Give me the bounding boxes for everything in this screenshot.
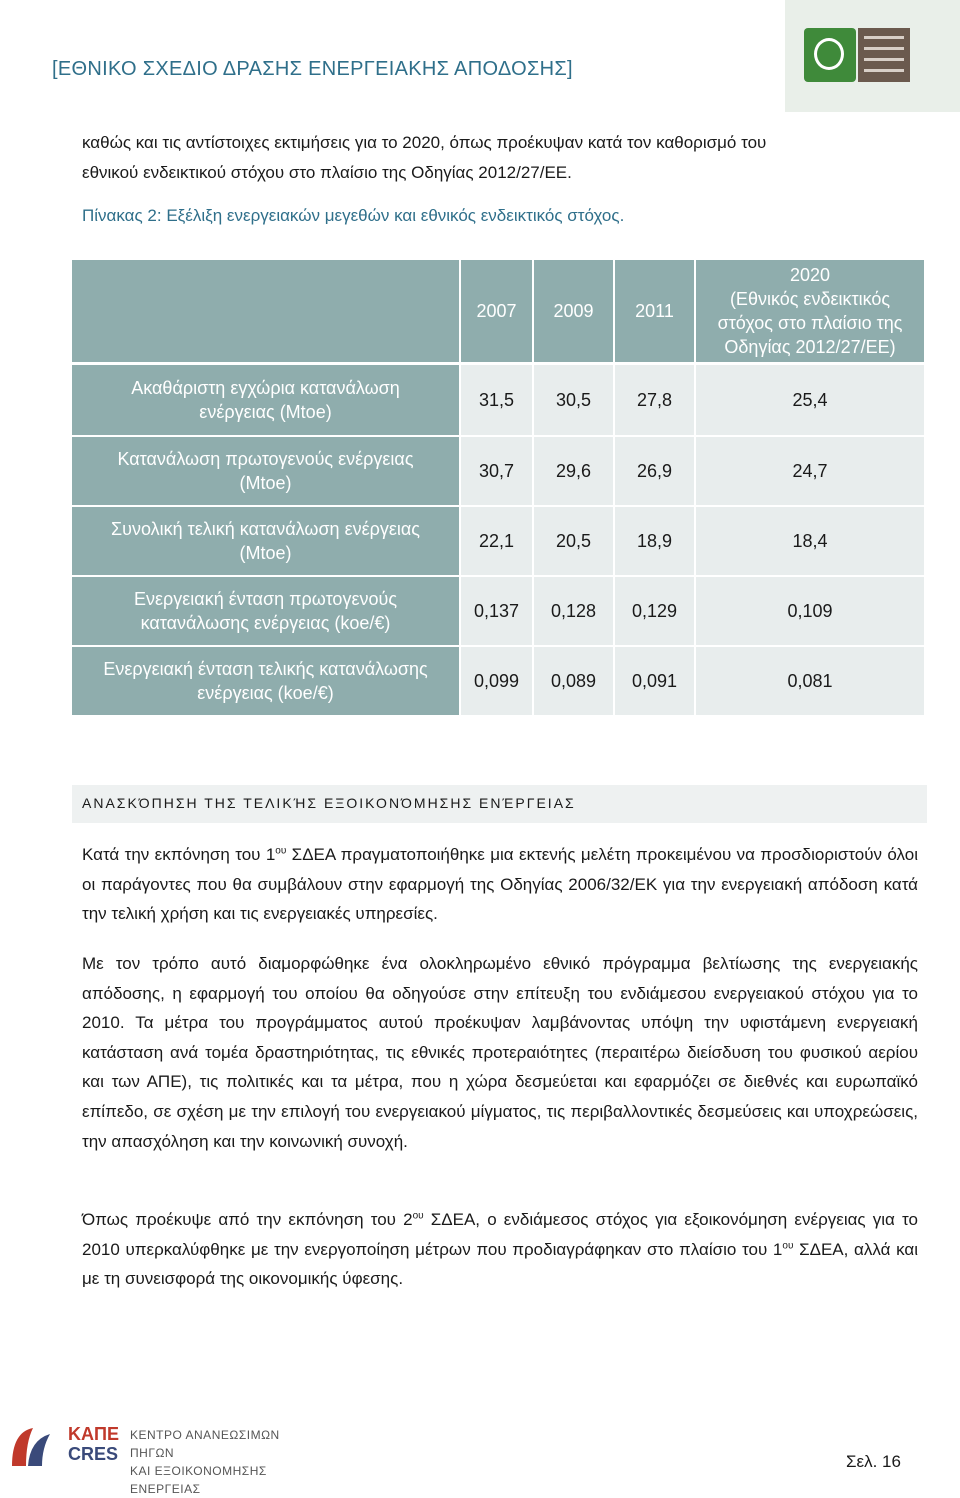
intro-paragraph <box>82 128 918 187</box>
row-label-line: ενέργειας (koe/€) <box>197 683 334 703</box>
table-cell: 24,7 <box>696 437 924 505</box>
table-cell: 0,109 <box>696 577 924 645</box>
header-2020-line-1: 2020 <box>789 265 831 285</box>
table-cell: 0,128 <box>534 577 613 645</box>
cres-logo <box>8 1418 308 1496</box>
header-2020-line-3: στόχος στο πλαίσιο της <box>717 313 903 333</box>
table-cell: 18,9 <box>615 507 694 575</box>
header-title: [ΕΘΝΙΚΟ ΣΧΕΔΙΟ ΔΡΑΣΗΣ ΕΝΕΡΓΕΙΑΚΗΣ ΑΠΟΔΟΣΗΣ] <box>52 58 573 80</box>
row-label-line: Ενεργειακή ένταση πρωτογενούς <box>134 589 397 609</box>
table-header-2009: 2009 <box>534 260 613 362</box>
p3-text-a: Όπως προέκυψε από την εκπόνηση του 2 <box>82 1210 413 1229</box>
table-cell: 25,4 <box>696 365 924 435</box>
table-cell: 0,091 <box>615 647 694 715</box>
table-cell: 0,089 <box>534 647 613 715</box>
row-label-line: κατανάλωσης ενέργειας (koe/€) <box>140 613 391 633</box>
header-2020-line-4: Οδηγίας 2012/27/ΕΕ) <box>724 337 896 357</box>
intro-line-1: καθώς και τις αντίστοιχες εκτιμήσεις για το 2020, όπως προέκυψαν κατά τον καθορισμό του <box>82 133 767 152</box>
row-label-line: Συνολική τελική κατανάλωση ενέργειας <box>111 519 420 539</box>
table-cell: 22,1 <box>461 507 532 575</box>
table-cell: 0,081 <box>696 647 924 715</box>
header-2020-line-2: (Εθνικός ενδεικτικός <box>729 289 891 309</box>
p1-text-a: Κατά την εκπόνηση του 1 <box>82 845 276 864</box>
p3-text-b: ΣΔΕΑ, ο ενδιάμεσος στόχος για εξοικονόμηση ενέργειας για το 2010 υπερκαλύφθηκε με την ενεργοποίηση μέτρων που προδιαγράφηκαν στο πλαίσιο του 1 <box>82 1210 918 1259</box>
row-label-line: Ενεργειακή ένταση τελικής κατανάλωσης <box>103 659 428 679</box>
row-label-line: ενέργειας (Mtoe) <box>199 402 332 422</box>
row-label-line: (Mtoe) <box>239 543 292 563</box>
table-cell: 31,5 <box>461 365 532 435</box>
p3-superscript-1: ου <box>412 1210 424 1222</box>
row-label-final-consumption <box>72 507 459 575</box>
p3-text-c: ΣΔΕΑ, αλλά και με τη συνεισφορά της οικονομικής ύφεσης. <box>82 1239 918 1289</box>
table-cell: 0,099 <box>461 647 532 715</box>
table-cell: 20,5 <box>534 507 613 575</box>
table-cell: 30,7 <box>461 437 532 505</box>
row-label-primary-intensity <box>72 577 459 645</box>
table-header-2011: 2011 <box>615 260 694 362</box>
table-header-2007: 2007 <box>461 260 532 362</box>
paragraph-1 <box>82 840 918 929</box>
cres-logo-cres: CRES <box>68 1444 119 1464</box>
table-cell: 0,129 <box>615 577 694 645</box>
org-name-line-1: ΚΕΝΤΡΟ ΑΝΑΝΕΩΣΙΜΩΝ ΠΗΓΩΝ <box>130 1428 280 1460</box>
cres-logo-org-name <box>130 1426 308 1498</box>
org-name-line-2: ΚΑΙ ΕΞΟΙΚΟΝΟΜΗΣΗΣ ΕΝΕΡΓΕΙΑΣ <box>130 1464 267 1496</box>
paragraph-3 <box>82 1205 918 1294</box>
table-cell: 27,8 <box>615 365 694 435</box>
table-cell: 30,5 <box>534 365 613 435</box>
table-header-2020 <box>696 260 924 362</box>
p1-superscript: ου <box>275 845 287 857</box>
p3-superscript-2: ου <box>782 1239 794 1251</box>
table-cell: 29,6 <box>534 437 613 505</box>
ministry-logo-text-block <box>858 28 910 82</box>
row-label-line: Κατανάλωση πρωτογενούς ενέργειας <box>117 449 414 469</box>
row-label-line: (Mtoe) <box>239 473 292 493</box>
row-label-primary-consumption <box>72 437 459 505</box>
page-number: Σελ. 16 <box>846 1452 901 1471</box>
table-cell: 18,4 <box>696 507 924 575</box>
cres-logo-kape: ΚΑΠΕ <box>68 1424 120 1444</box>
p1-text-b: ΣΔΕΑ πραγματοποιήθηκε μια εκτενής μελέτη προκειμένου να προσδιοριστούν όλοι οι παράγοντες που θα συμβάλουν στην εφαρμογή της Οδηγίας 2006/32/ΕΚ για την ενεργειακή απόδοση κατά την τελική χρήση και τις ενεργειακές υπηρεσίες. <box>82 845 918 924</box>
table-cell: 0,137 <box>461 577 532 645</box>
table-caption: Πίνακας 2: Εξέλιξη ενεργειακών μεγεθών και εθνικός ενδεικτικός στόχος. <box>82 206 625 225</box>
intro-line-2: εθνικού ενδεικτικού στόχου στο πλαίσιο της Οδηγίας 2012/27/ΕΕ. <box>82 162 572 182</box>
ministry-logo-icon <box>804 28 856 82</box>
table-cell: 26,9 <box>615 437 694 505</box>
section-heading: ΑΝΑΣΚΌΠΗΣΗ ΤΗΣ ΤΕΛΙΚΉΣ ΕΞΟΙΚΟΝΌΜΗΣΗΣ ΕΝΈΡΓΕΙΑΣ <box>82 795 576 811</box>
row-label-gross-consumption <box>72 365 459 435</box>
cres-logo-icon <box>8 1422 58 1470</box>
table-header-empty <box>72 260 459 362</box>
row-label-final-intensity <box>72 647 459 715</box>
paragraph-2: Με τον τρόπο αυτό διαμορφώθηκε ένα ολοκληρωμένο εθνικό πρόγραμμα βελτίωσης της ενεργειακής απόδοσης, η εφαρμογή του οποίου θα οδηγούσε στην επίτευξη του ενδιάμεσου ενεργειακού στόχου για το 2010. Τα μέτρα του προγράμματος αυτού προέκυψαν λαμβάνοντας υπόψη την υφιστάμενη ενεργειακή κατάσταση ανά τομέα δραστηριότητας, τις εθνικές προτεραιότητες (περαιτέρω διείσδυση του φυσικού αερίου και των ΑΠΕ), τις πολιτικές και τα μέτρα, που η χώρα δεσμεύεται και εφαρμόζει σε διεθνές και ευρωπαϊκό επίπεδο, σε σχέση με την επιλογή του ενεργειακού μίγματος, τις περιβαλλοντικές δεσμεύσεις και υποχρεώσεις, την απασχόληση και την κοινωνική συνοχή. <box>82 954 918 1151</box>
row-label-line: Ακαθάριστη εγχώρια κατανάλωση <box>131 378 400 398</box>
